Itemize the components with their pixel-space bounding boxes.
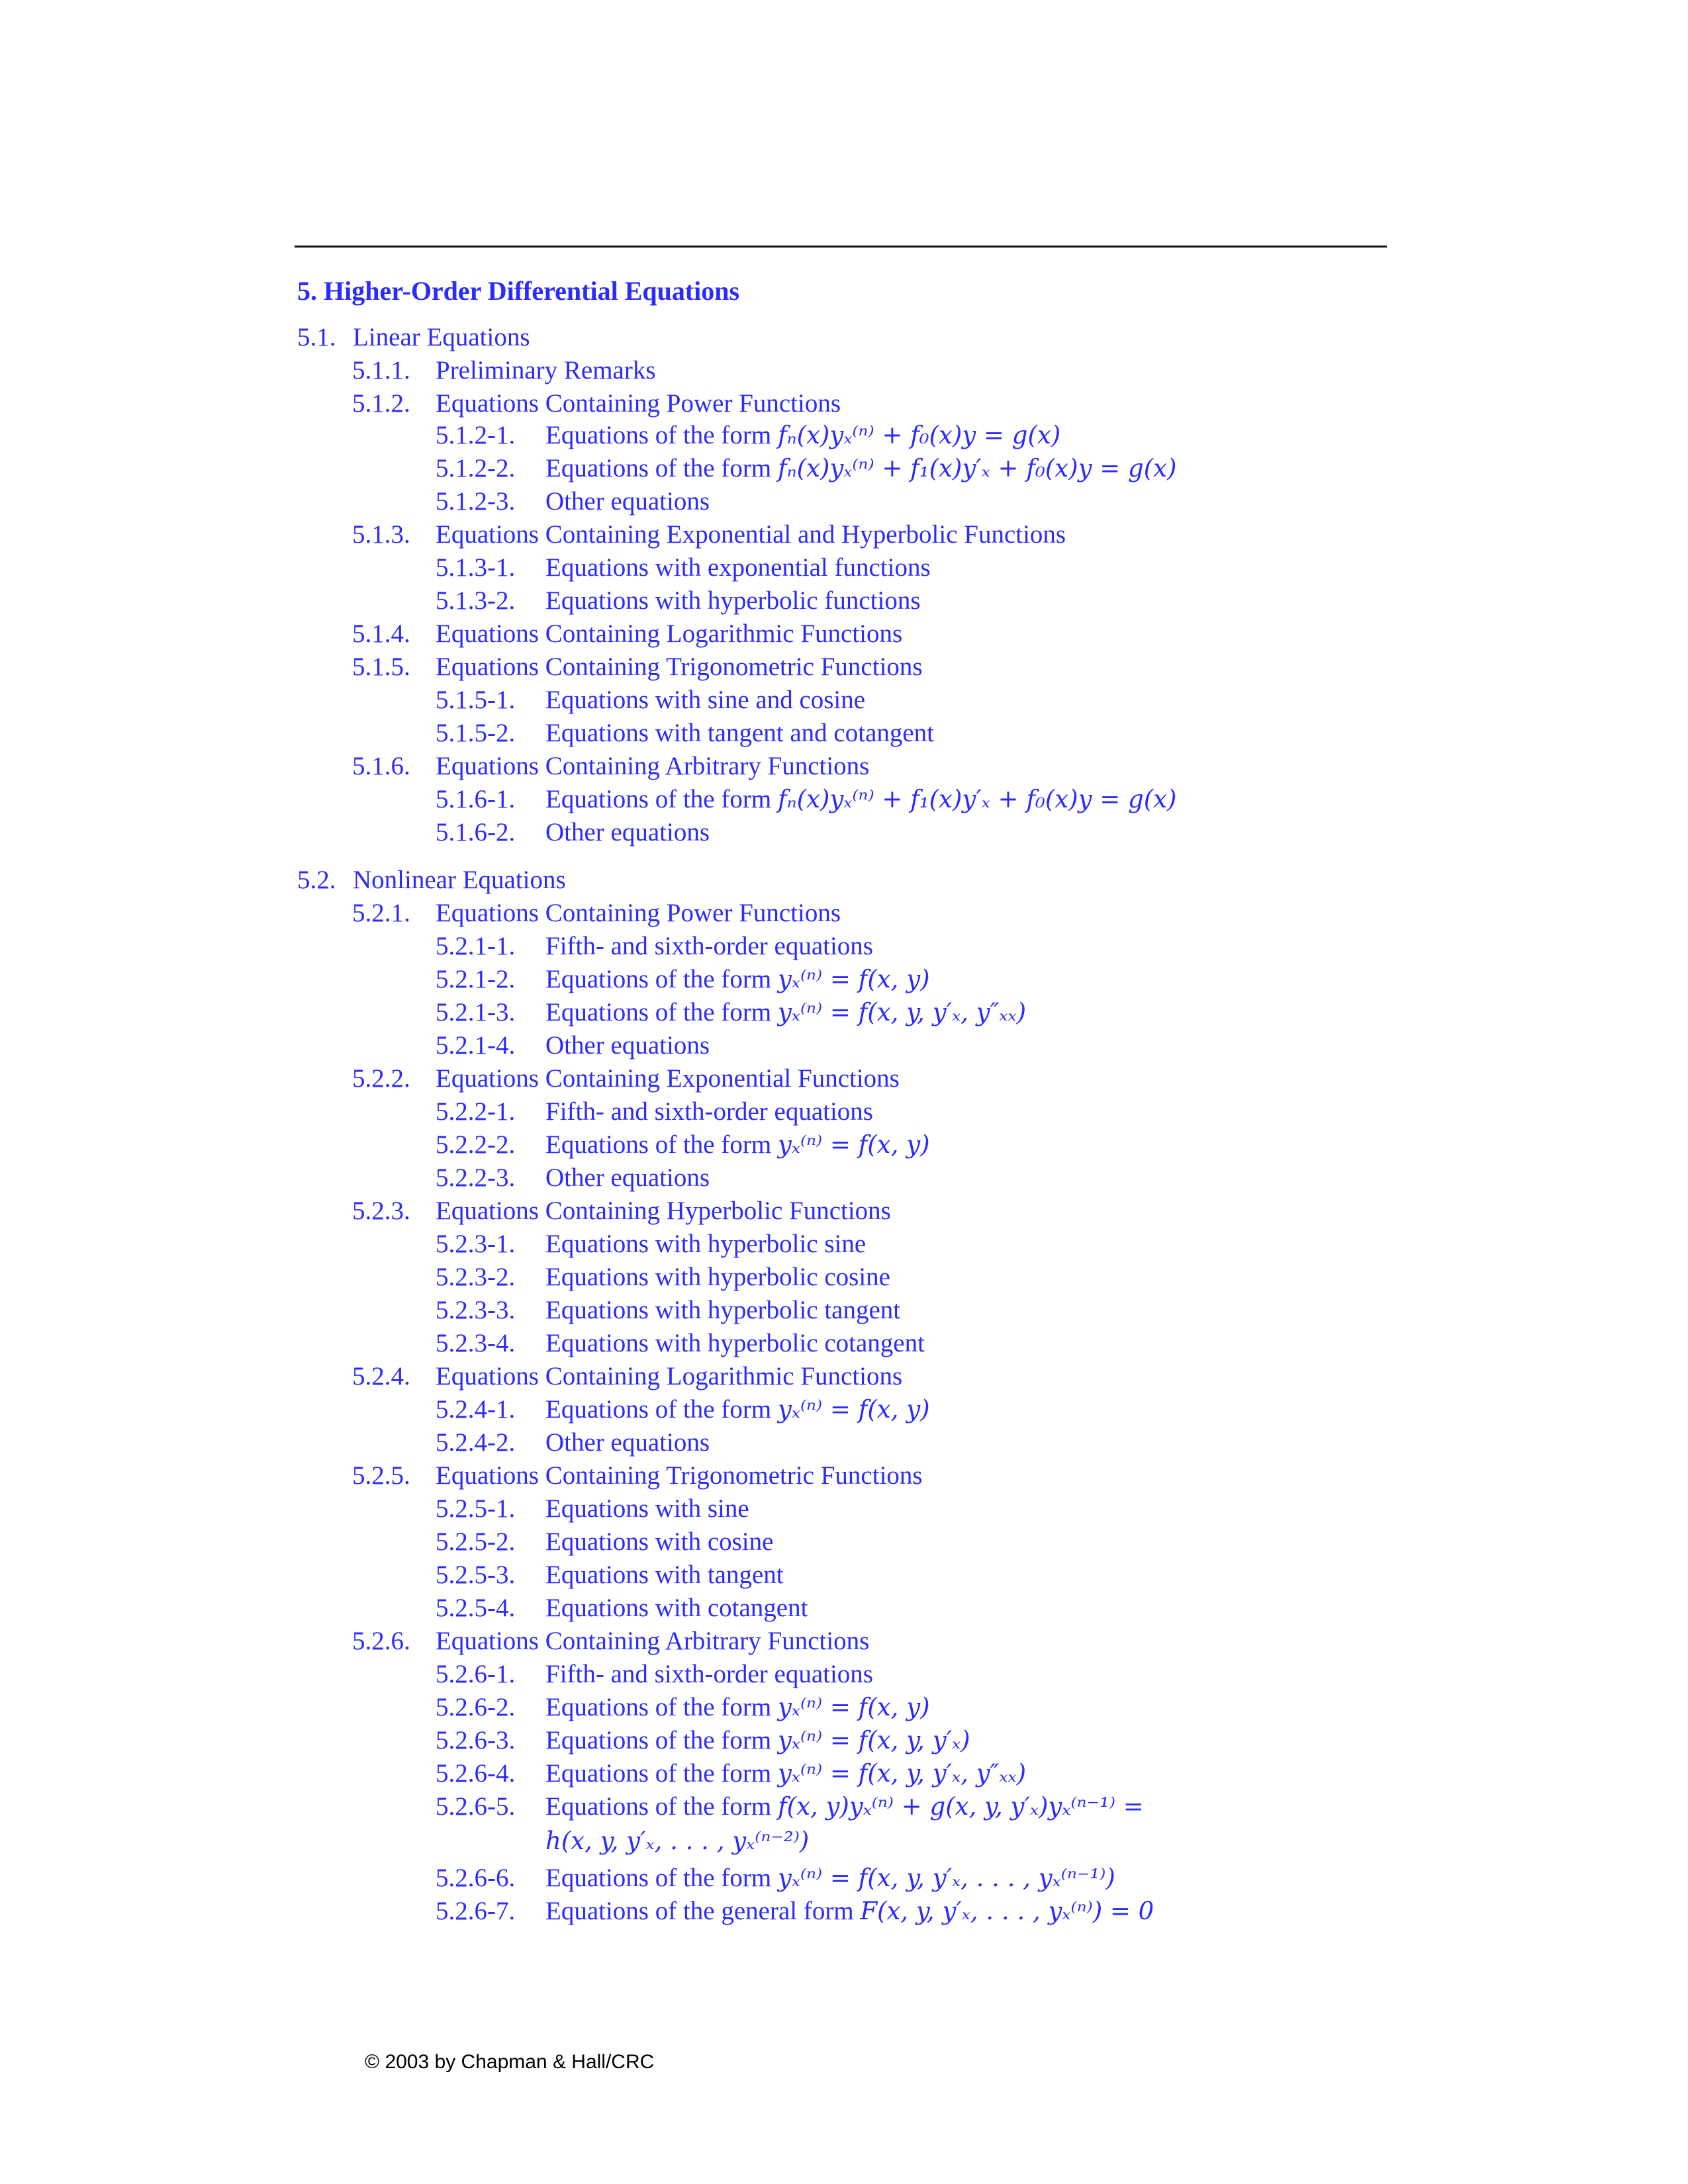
toc-number: 5.1.2. bbox=[352, 389, 410, 418]
toc-title: Equations with exponential functions bbox=[545, 553, 931, 582]
toc-title-line bbox=[545, 1690, 930, 1725]
toc-title-line bbox=[545, 1723, 970, 1758]
toc-number: 5.2.5-1. bbox=[436, 1494, 516, 1523]
toc-number: 5.2.3-3. bbox=[436, 1296, 516, 1324]
toc-title: Equations of the form bbox=[545, 454, 772, 482]
toc-number: 5.2.6. bbox=[352, 1627, 410, 1655]
toc-number: 5.2.2. bbox=[352, 1064, 410, 1093]
copyright-footer: © 2003 by Chapman & Hall/CRC bbox=[365, 2051, 655, 2073]
toc-number: 5.2.6-7. bbox=[436, 1897, 516, 1925]
toc-title-line bbox=[545, 683, 865, 717]
toc-title: Equations of the form bbox=[545, 421, 772, 449]
toc-title-line bbox=[545, 995, 1026, 1030]
toc-title-line bbox=[545, 1326, 925, 1361]
toc-title-line bbox=[545, 1392, 930, 1427]
toc-number: 5.1.3-1. bbox=[436, 553, 516, 582]
toc-number: 5.1.5-1. bbox=[436, 686, 516, 714]
toc-title: Equations Containing Exponential and Hyperbolic Functions bbox=[436, 520, 1066, 549]
toc-title-line bbox=[545, 418, 1060, 453]
toc-title: Equations with sine and cosine bbox=[545, 686, 866, 714]
toc-title-line bbox=[436, 1459, 923, 1493]
toc-title: Other equations bbox=[545, 487, 710, 516]
toc-number: 5.2.3-2. bbox=[436, 1263, 516, 1291]
toc-title: Equations Containing Arbitrary Functions bbox=[436, 752, 870, 780]
toc-title: Equations Containing Trigonometric Functions bbox=[436, 653, 923, 681]
toc-title: Equations Containing Power Functions bbox=[436, 899, 841, 927]
toc-title: Equations of the form bbox=[545, 998, 772, 1026]
toc-number: 5.1.4. bbox=[352, 619, 410, 648]
toc-title-line bbox=[545, 484, 710, 519]
toc-equation: F(x, y, y′ₓ, . . . , yₓ⁽ⁿ⁾) = 0 bbox=[860, 1897, 1154, 1925]
chapter-title: 5. Higher-Order Differential Equations bbox=[297, 276, 740, 306]
toc-title-line bbox=[436, 387, 841, 421]
toc-number: 5.1.2-2. bbox=[436, 454, 516, 482]
toc-equation: yₓ⁽ⁿ⁾ = f(x, y, y′ₓ, y″ₓₓ) bbox=[777, 1759, 1027, 1788]
toc-title-line bbox=[545, 1756, 1026, 1791]
toc-title-line bbox=[545, 1861, 1115, 1895]
toc-title-line bbox=[545, 1293, 900, 1328]
toc-number: 5.2.6-1. bbox=[436, 1660, 516, 1688]
toc-title-line bbox=[545, 1128, 930, 1162]
toc-title-line bbox=[545, 451, 1176, 486]
toc-title-line bbox=[545, 1028, 710, 1063]
toc-title: Equations of the form bbox=[545, 1792, 772, 1821]
toc-title-line bbox=[436, 896, 841, 931]
toc-title-line bbox=[545, 1227, 866, 1261]
toc-title-line bbox=[545, 962, 930, 997]
toc-number: 5.2.3-4. bbox=[436, 1329, 516, 1357]
toc-number: 5.2.4-1. bbox=[436, 1395, 516, 1424]
toc-title-line bbox=[436, 749, 869, 784]
toc-title-line bbox=[436, 518, 1066, 552]
toc-title: Equations Containing Power Functions bbox=[436, 389, 841, 418]
toc-number: 5.1.1. bbox=[352, 356, 410, 385]
toc-title-line bbox=[545, 551, 931, 585]
toc-title-line bbox=[353, 320, 530, 355]
toc-equation: fₙ(x)yₓ⁽ⁿ⁾ + f₀(x)y = g(x) bbox=[777, 421, 1061, 449]
toc-title: Equations Containing Trigonometric Functions bbox=[436, 1461, 923, 1490]
toc-number: 5.1.2-1. bbox=[436, 421, 516, 449]
toc-number: 5.2.1-4. bbox=[436, 1031, 516, 1060]
toc-title: Equations of the general form bbox=[545, 1897, 854, 1925]
toc-equation: yₓ⁽ⁿ⁾ = f(x, y) bbox=[777, 1130, 930, 1159]
toc-number: 5.2.4. bbox=[352, 1362, 410, 1390]
toc-title: Equations of the form bbox=[545, 1130, 772, 1159]
toc-number: 5.2.6-3. bbox=[436, 1726, 516, 1754]
toc-title: Equations with hyperbolic cosine bbox=[545, 1263, 890, 1291]
toc-equation: yₓ⁽ⁿ⁾ = f(x, y, y′ₓ, . . . , yₓ⁽ⁿ⁻¹⁾) bbox=[777, 1864, 1115, 1892]
toc-title: Equations with hyperbolic tangent bbox=[545, 1296, 901, 1324]
toc-number: 5.2.3-1. bbox=[436, 1230, 516, 1258]
toc-number: 5.2.5-3. bbox=[436, 1561, 516, 1589]
toc-title-line bbox=[545, 1426, 710, 1460]
toc-title: Other equations bbox=[545, 1428, 710, 1457]
toc-title: Other equations bbox=[545, 1031, 710, 1060]
toc-title: Nonlinear Equations bbox=[353, 866, 566, 894]
toc-number: 5.2.6-5. bbox=[436, 1792, 516, 1821]
toc-number: 5.2.3. bbox=[352, 1197, 410, 1225]
toc-title-line bbox=[545, 1657, 873, 1692]
toc-title: Equations with tangent and cotangent bbox=[545, 719, 935, 747]
toc-title: Other equations bbox=[545, 1163, 710, 1192]
toc-title: Linear Equations bbox=[353, 323, 530, 351]
header-rule bbox=[295, 246, 1387, 248]
toc-title: Equations of the form bbox=[545, 1693, 772, 1721]
toc-number: 5.1.5-2. bbox=[436, 719, 516, 747]
toc-title: Equations with hyperbolic cotangent bbox=[545, 1329, 925, 1357]
toc-title-line bbox=[436, 1624, 869, 1659]
toc-title-line bbox=[436, 353, 656, 388]
toc-number: 5.2.6-2. bbox=[436, 1693, 516, 1721]
toc-title: Equations with hyperbolic functions bbox=[545, 586, 921, 615]
toc-number: 5.1.3. bbox=[352, 520, 410, 549]
toc-number: 5.2.5. bbox=[352, 1461, 410, 1490]
toc-number: 5.2.5-2. bbox=[436, 1527, 516, 1556]
toc-title-line bbox=[545, 1591, 808, 1625]
toc-title: Preliminary Remarks bbox=[436, 356, 656, 385]
toc-title: Equations with sine bbox=[545, 1494, 749, 1523]
toc-title-line bbox=[436, 1194, 891, 1228]
toc-number: 5.2.5-4. bbox=[436, 1594, 516, 1622]
toc-title: Fifth- and sixth-order equations bbox=[545, 932, 873, 960]
toc-title: Equations of the form bbox=[545, 1395, 772, 1424]
toc-title: Equations of the form bbox=[545, 1759, 772, 1788]
toc-title-line bbox=[545, 929, 873, 964]
toc-title-line bbox=[353, 863, 566, 897]
toc-title-line bbox=[545, 716, 934, 751]
toc-number: 5.2.1-1. bbox=[436, 932, 516, 960]
toc-title: Equations Containing Exponential Functions bbox=[436, 1064, 900, 1093]
toc-number: 5.2.1. bbox=[352, 899, 410, 927]
toc-number: 5.2.6-4. bbox=[436, 1759, 516, 1788]
toc-title: Equations of the form bbox=[545, 1726, 772, 1754]
toc-title-line bbox=[545, 1894, 1154, 1929]
toc-title-line bbox=[545, 1260, 890, 1295]
toc-title-line bbox=[545, 1525, 773, 1559]
toc-title: Fifth- and sixth-order equations bbox=[545, 1660, 873, 1688]
toc-number: 5.1.2-3. bbox=[436, 487, 516, 516]
toc-equation: f(x, y)yₓ⁽ⁿ⁾ + g(x, y, y′ₓ)yₓ⁽ⁿ⁻¹⁾ = bbox=[777, 1792, 1144, 1821]
toc-number: 5.2. bbox=[297, 866, 336, 894]
toc-number: 5.2.1-3. bbox=[436, 998, 516, 1026]
toc-title-line bbox=[545, 1161, 710, 1195]
toc-title: Equations Containing Hyperbolic Functions bbox=[436, 1197, 891, 1225]
toc-number: 5.2.1-2. bbox=[436, 965, 516, 993]
toc-number: 5.1.5. bbox=[352, 653, 410, 681]
toc-title-line bbox=[545, 782, 1176, 817]
toc-title: Equations with tangent bbox=[545, 1561, 784, 1589]
toc-title-line bbox=[436, 650, 923, 684]
toc-equation: yₓ⁽ⁿ⁾ = f(x, y) bbox=[777, 1395, 930, 1424]
toc-title: Equations Containing Logarithmic Functions bbox=[436, 1362, 903, 1390]
toc-equation: yₓ⁽ⁿ⁾ = f(x, y) bbox=[777, 965, 930, 993]
toc-title-line bbox=[545, 815, 710, 850]
toc-number: 5.1.6. bbox=[352, 752, 410, 780]
toc-title: Equations of the form bbox=[545, 1864, 772, 1892]
toc-number: 5.1. bbox=[297, 323, 336, 351]
toc-number: 5.1.6-2. bbox=[436, 818, 516, 846]
toc-title: Equations with cotangent bbox=[545, 1594, 808, 1622]
toc-title-line bbox=[545, 1095, 873, 1129]
toc-number: 5.2.2-3. bbox=[436, 1163, 516, 1192]
toc-number: 5.2.4-2. bbox=[436, 1428, 516, 1457]
toc-title: Equations Containing Arbitrary Functions bbox=[436, 1627, 870, 1655]
toc-equation: fₙ(x)yₓ⁽ⁿ⁾ + f₁(x)y′ₓ + f₀(x)y = g(x) bbox=[777, 785, 1177, 813]
toc-title: Fifth- and sixth-order equations bbox=[545, 1097, 873, 1126]
toc-equation: fₙ(x)yₓ⁽ⁿ⁾ + f₁(x)y′ₓ + f₀(x)y = g(x) bbox=[777, 454, 1177, 482]
toc-number: 5.2.6-6. bbox=[436, 1864, 516, 1892]
toc-title: Equations of the form bbox=[545, 785, 772, 813]
toc-number: 5.2.2-2. bbox=[436, 1130, 516, 1159]
toc-title: Equations of the form bbox=[545, 965, 772, 993]
toc-title-line bbox=[436, 617, 902, 651]
toc-number: 5.2.2-1. bbox=[436, 1097, 516, 1126]
toc-equation: yₓ⁽ⁿ⁾ = f(x, y, y′ₓ, y″ₓₓ) bbox=[777, 998, 1027, 1026]
toc-number: 5.1.3-2. bbox=[436, 586, 516, 615]
toc-title: Equations Containing Logarithmic Functions bbox=[436, 619, 903, 648]
toc-title-line bbox=[436, 1359, 902, 1394]
toc-title: Equations with cosine bbox=[545, 1527, 774, 1556]
toc-title-line bbox=[545, 584, 921, 618]
toc-equation-continued: h(x, y, y′ₓ, . . . , yₓ⁽ⁿ⁻²⁾) bbox=[545, 1827, 810, 1855]
toc-number: 5.1.6-1. bbox=[436, 785, 516, 813]
toc-title-line bbox=[545, 1790, 1144, 1858]
toc-title-line bbox=[436, 1062, 900, 1096]
toc-equation: yₓ⁽ⁿ⁾ = f(x, y, y′ₓ) bbox=[777, 1726, 970, 1754]
toc-title: Other equations bbox=[545, 818, 710, 846]
toc-equation: yₓ⁽ⁿ⁾ = f(x, y) bbox=[777, 1693, 930, 1721]
toc-title-line bbox=[545, 1492, 749, 1526]
toc-title-line bbox=[545, 1558, 784, 1592]
toc-title: Equations with hyperbolic sine bbox=[545, 1230, 867, 1258]
